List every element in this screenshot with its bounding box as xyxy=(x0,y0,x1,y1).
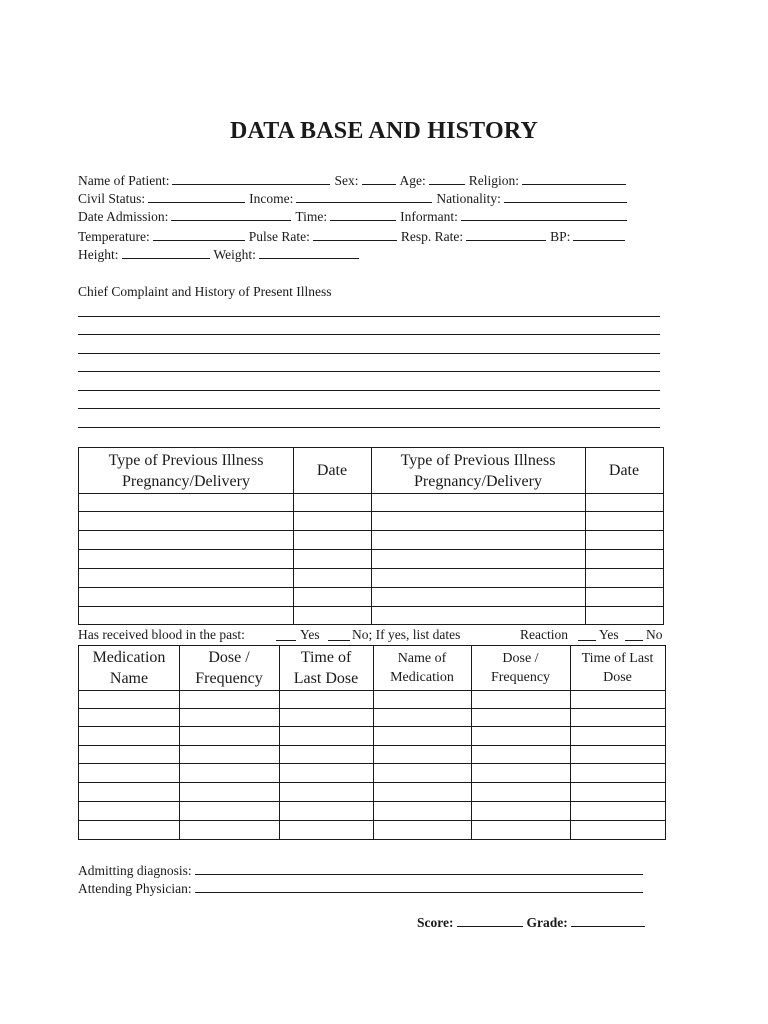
temperature-label: Temperature: xyxy=(78,229,150,244)
reaction-yes-label: Yes xyxy=(599,627,619,642)
age-field[interactable] xyxy=(429,172,465,185)
name-of-medication-header xyxy=(373,646,471,690)
income-field[interactable] xyxy=(296,190,432,203)
header-text: Date xyxy=(608,462,640,479)
civil-status-label: Civil Status: xyxy=(78,191,146,206)
pulse-rate-field[interactable] xyxy=(313,228,397,241)
header-text: Frequency xyxy=(195,670,263,687)
bp-label: BP: xyxy=(550,229,571,244)
attending-physician-row xyxy=(78,880,647,898)
patient-row-1 xyxy=(78,172,630,190)
civil-status-field[interactable] xyxy=(148,190,245,203)
pulse-rate-label: Pulse Rate: xyxy=(248,229,310,244)
religion-label: Religion: xyxy=(468,173,519,188)
complaint-line[interactable] xyxy=(78,390,660,391)
sex-label: Sex: xyxy=(334,173,359,188)
attending-physician-label: Attending Physician: xyxy=(78,881,192,896)
dose-frequency-header xyxy=(179,646,279,690)
blood-no-list-label: No; If yes, list dates xyxy=(352,627,461,642)
header-text: Date xyxy=(316,462,348,479)
score-field[interactable] xyxy=(457,914,523,927)
time-of-last-dose-header-2 xyxy=(570,646,665,690)
header-text: Type of Previous Illness xyxy=(108,451,264,469)
header-text: Name of xyxy=(397,651,447,666)
complaint-line[interactable] xyxy=(78,334,660,335)
illness-type-header-2 xyxy=(371,448,585,493)
header-text: Time of xyxy=(300,649,352,666)
resp-rate-label: Resp. Rate: xyxy=(400,229,464,244)
bp-field[interactable] xyxy=(573,228,625,241)
grade-label: Grade: xyxy=(526,915,568,930)
time-field[interactable] xyxy=(330,208,396,221)
admitting-diagnosis-row xyxy=(78,862,647,880)
resp-rate-field[interactable] xyxy=(466,228,546,241)
reaction-no-label: No xyxy=(646,627,663,642)
height-field[interactable] xyxy=(122,246,210,259)
date-admission-field[interactable] xyxy=(171,208,291,221)
illness-date-header-1 xyxy=(293,448,371,493)
time-label: Time: xyxy=(295,209,328,224)
header-text: Dose / xyxy=(208,649,250,666)
header-text: Name xyxy=(109,670,149,687)
height-label: Height: xyxy=(78,247,119,262)
reaction-yes-blank[interactable] xyxy=(578,640,596,641)
header-text: Pregnancy/Delivery xyxy=(122,472,250,490)
informant-field[interactable] xyxy=(461,208,627,221)
complaint-line[interactable] xyxy=(78,353,660,354)
header-text: Last Dose xyxy=(293,670,359,687)
complaint-line[interactable] xyxy=(78,408,660,409)
admitting-diagnosis-label: Admitting diagnosis: xyxy=(78,863,192,878)
patient-row-2 xyxy=(78,190,631,208)
weight-label: Weight: xyxy=(213,247,256,262)
patient-row-3 xyxy=(78,208,631,226)
temperature-field[interactable] xyxy=(153,228,245,241)
attending-physician-field[interactable] xyxy=(195,880,643,893)
chief-complaint-label: Chief Complaint and History of Present Illness xyxy=(78,284,332,299)
sex-field[interactable] xyxy=(362,172,396,185)
reaction-no-blank[interactable] xyxy=(625,640,643,641)
header-text: Time of Last xyxy=(581,651,654,666)
patient-row-4 xyxy=(78,228,629,246)
informant-label: Informant: xyxy=(400,209,458,224)
header-text: Frequency xyxy=(490,670,551,685)
illness-type-header-1 xyxy=(79,448,293,493)
blood-yes-label: Yes xyxy=(300,627,320,642)
patient-row-5 xyxy=(78,246,363,264)
blood-no-blank[interactable] xyxy=(328,640,350,641)
admitting-diagnosis-field[interactable] xyxy=(195,862,643,875)
blood-label: Has received blood in the past: xyxy=(78,627,245,642)
weight-field[interactable] xyxy=(259,246,359,259)
illness-date-header-2 xyxy=(585,448,663,493)
score-label: Score: xyxy=(417,915,454,930)
medication-table xyxy=(78,645,666,840)
religion-field[interactable] xyxy=(522,172,626,185)
complaint-line[interactable] xyxy=(78,316,660,317)
income-label: Income: xyxy=(249,191,294,206)
date-admission-label: Date Admission: xyxy=(78,209,169,224)
grade-field[interactable] xyxy=(571,914,645,927)
score-grade-row xyxy=(417,914,649,932)
dose-frequency-header-2 xyxy=(471,646,570,690)
header-text: Medication xyxy=(390,670,454,685)
header-text: Medication xyxy=(92,649,166,666)
previous-illness-table xyxy=(78,447,664,625)
complaint-line[interactable] xyxy=(78,371,660,372)
header-text: Dose xyxy=(603,670,632,685)
reaction-label: Reaction xyxy=(520,627,568,642)
complaint-line[interactable] xyxy=(78,427,660,428)
name-of-patient-field[interactable] xyxy=(172,172,330,185)
header-text: Pregnancy/Delivery xyxy=(414,472,542,490)
header-text: Dose / xyxy=(502,651,539,666)
medication-name-header xyxy=(79,646,179,690)
nationality-label: Nationality: xyxy=(436,191,501,206)
time-of-last-dose-header xyxy=(279,646,373,690)
nationality-field[interactable] xyxy=(504,190,627,203)
blood-yes-blank[interactable] xyxy=(276,640,296,641)
age-label: Age: xyxy=(399,173,426,188)
header-text: Type of Previous Illness xyxy=(400,451,556,469)
name-of-patient-label: Name of Patient: xyxy=(78,173,170,188)
form-title: DATA BASE AND HISTORY xyxy=(229,118,539,144)
